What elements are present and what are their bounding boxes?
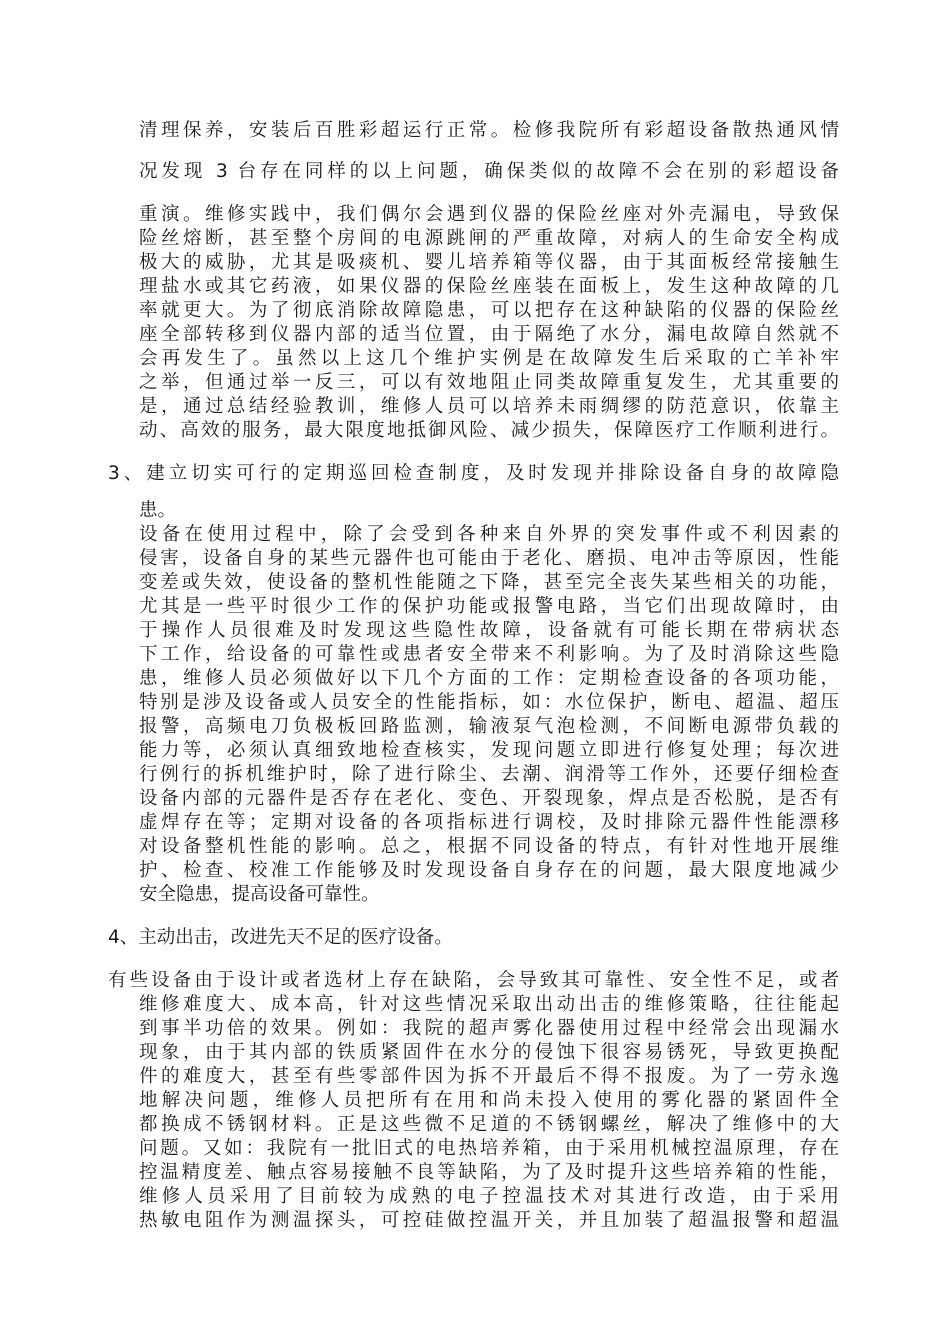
paragraph-2-line: 之举，但通过举一反三，可以有效地阻止同类故障重复发生，尤其重要的 xyxy=(139,372,839,393)
paragraph-3-line: 对设备整机性能的影响。总之，根据不同设备的特点，有针对性地开展维 xyxy=(139,836,839,857)
paragraph-3-line: 于操作人员很难及时发现这些隐性故障，设备就有可能长期在带病状态 xyxy=(139,620,839,641)
paragraph-3-line: 护、检查、校准工作能够及时发现设备自身存在的问题，最大限度地减少 xyxy=(139,860,839,881)
paragraph-3-line: 特别是涉及设备或人员安全的性能指标，如：水位保护，断电、超温、超压 xyxy=(139,692,839,713)
paragraph-4-line: 件的难度大，甚至有些零部件因为拆不开最后不得不报废。为了一劳永逸 xyxy=(139,1066,839,1087)
paragraph-2-line: 极大的威胁，尤其是吸痰机、婴儿培养箱等仪器，由于其面板经常接触生 xyxy=(139,252,839,273)
paragraph-4-line: 现象，由于其内部的铁质紧固件在水分的侵蚀下很容易锈死，导致更换配 xyxy=(139,1042,839,1063)
paragraph-2-line: 会再发生了。虽然以上这几个维护实例是在故障发生后采取的亡羊补牢 xyxy=(139,348,839,369)
paragraph-4-line: 问题。又如：我院有一批旧式的电热培养箱，由于采用机械控温原理，存在 xyxy=(139,1138,839,1159)
paragraph-2-line: 动、高效的服务，最大限度地抵御风险、减少损失，保障医疗工作顺利进行。 xyxy=(139,420,839,441)
section-heading-3: 3、建立切实可行的定期巡回检查制度，及时发现并排除设备自身的故障隐 xyxy=(108,463,839,484)
section-heading-3-continuation: 患。 xyxy=(139,500,177,521)
paragraph-1-line: 清理保养，安装后百胜彩超运行正常。检修我院所有彩超设备散热通风情 xyxy=(139,120,839,141)
paragraph-3-line: 安全隐患，提高设备可靠性。 xyxy=(139,884,380,905)
paragraph-4-line: 都换成不锈钢材料。正是这些微不足道的不锈钢螺丝，解决了维修中的大 xyxy=(139,1114,839,1135)
paragraph-4-line: 维修难度大、成本高，针对这些情况采取出动出击的维修策略，往往能起 xyxy=(139,994,839,1015)
paragraph-2-line: 率就更大。为了彻底消除故障隐患，可以把存在这种缺陷的仪器的保险丝 xyxy=(139,300,839,321)
paragraph-4-line: 热敏电阻作为测温探头，可控硅做控温开关，并且加装了超温报警和超温 xyxy=(139,1210,839,1231)
paragraph-2-line: 座全部转移到仪器内部的适当位置，由于隔绝了水分，漏电故障自然就不 xyxy=(139,324,839,345)
paragraph-1-line: 况发现 3 台存在同样的以上问题，确保类似的故障不会在别的彩超设备 xyxy=(139,161,839,182)
paragraph-3-line: 尤其是一些平时很少工作的保护功能或报警电路，当它们出现故障时，由 xyxy=(139,596,839,617)
paragraph-3-line: 下工作，给设备的可靠性或患者安全带来不利影响。为了及时消除这些隐 xyxy=(139,644,839,665)
paragraph-4-line: 地解决问题，维修人员把所有在用和尚未投入使用的雾化器的紧固件全 xyxy=(139,1090,839,1111)
paragraph-3-line: 能力等，必须认真细致地检查核实，发现问题立即进行修复处理；每次进 xyxy=(139,740,839,761)
paragraph-3-line: 虚焊存在等；定期对设备的各项指标进行调校，及时排除元器件性能漂移 xyxy=(139,812,839,833)
paragraph-3-line: 侵害，设备自身的某些元器件也可能由于老化、磨损、电冲击等原因，性能 xyxy=(139,548,839,569)
paragraph-3-line: 报警，高频电刀负极板回路监测，输液泵气泡检测，不间断电源带负载的 xyxy=(139,716,839,737)
paragraph-3-line: 行例行的拆机维护时，除了进行除尘、去潮、润滑等工作外，还要仔细检查 xyxy=(139,764,839,785)
paragraph-2-line: 重演。维修实践中，我们偶尔会遇到仪器的保险丝座对外壳漏电，导致保 xyxy=(139,204,839,225)
section-heading-4: 4、主动出击，改进先天不足的医疗设备。 xyxy=(108,927,453,948)
paragraph-3-line: 变差或失效，使设备的整机性能随之下降，甚至完全丧失某些相关的功能， xyxy=(139,572,839,593)
paragraph-3-line: 设备内部的元器件是否存在老化、变色、开裂现象，焊点是否松脱，是否有 xyxy=(139,788,839,809)
paragraph-4-line: 控温精度差、触点容易接触不良等缺陷，为了及时提升这些培养箱的性能， xyxy=(139,1162,839,1183)
paragraph-2-line: 是，通过总结经验教训，维修人员可以培养未雨绸缪的防范意识，依靠主 xyxy=(139,396,839,417)
paragraph-3-line: 患，维修人员必须做好以下几个方面的工作：定期检查设备的各项功能， xyxy=(139,668,839,689)
paragraph-3-line: 设备在使用过程中，除了会受到各种来自外界的突发事件或不利因素的 xyxy=(139,524,839,545)
paragraph-4-line: 到事半功倍的效果。例如：我院的超声雾化器使用过程中经常会出现漏水 xyxy=(139,1018,839,1039)
paragraph-2-line: 理盐水或其它药液，如果仪器的保险丝座装在面板上，发生这种故障的几 xyxy=(139,276,839,297)
paragraph-2-line: 险丝熔断，甚至整个房间的电源跳闸的严重故障，对病人的生命安全构成 xyxy=(139,228,839,249)
paragraph-4-line: 维修人员采用了目前较为成熟的电子控温技术对其进行改造，由于采用 xyxy=(139,1186,839,1207)
paragraph-4-first-line: 有些设备由于设计或者选材上存在缺陷，会导致其可靠性、安全性不足，或者 xyxy=(108,970,839,991)
